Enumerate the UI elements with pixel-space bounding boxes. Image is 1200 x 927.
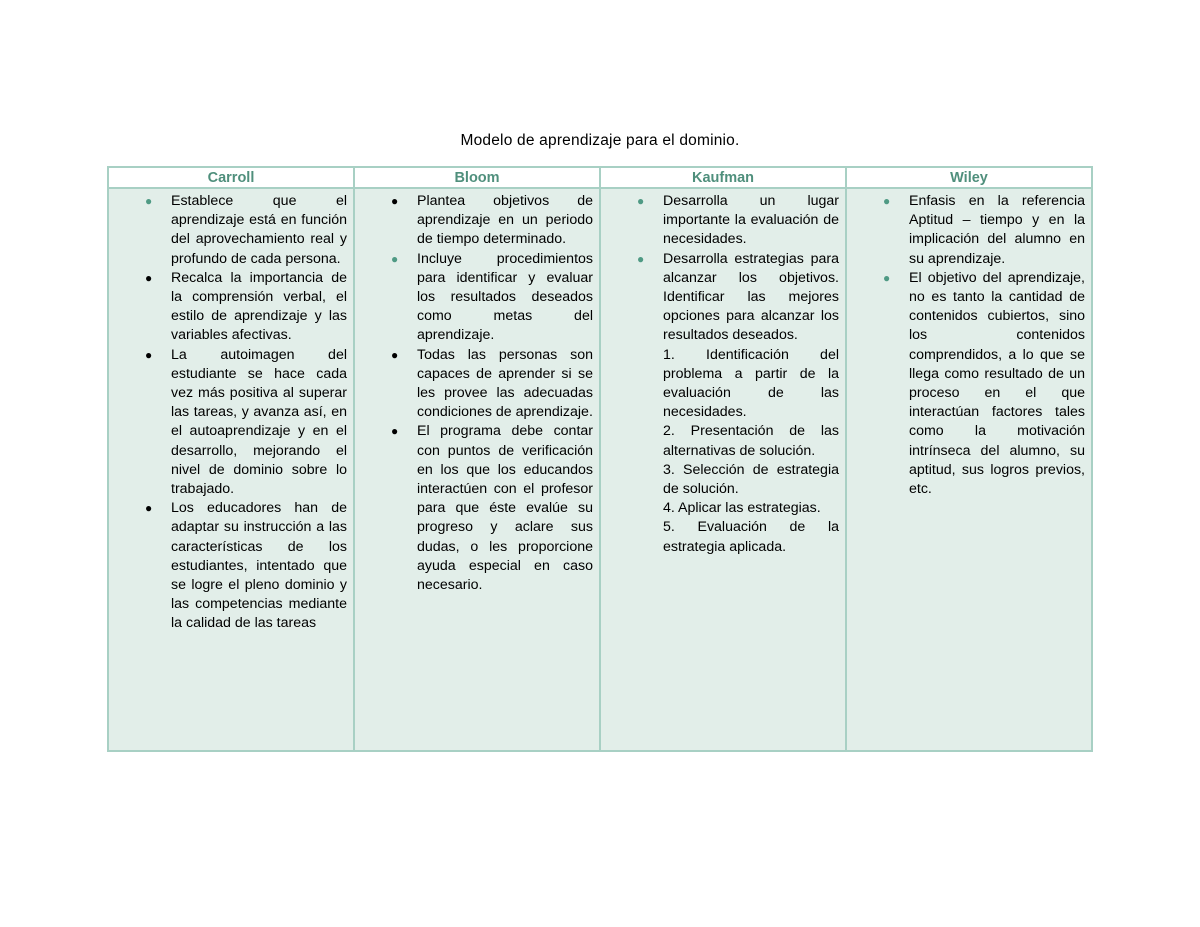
bullet-icon: ● xyxy=(883,270,891,285)
list-item: ● Todas las personas son capaces de aprender si se les provee las adecuadas condiciones de aprendizaje. xyxy=(391,346,593,421)
bullet-icon: ● xyxy=(391,347,399,362)
learning-models-table xyxy=(107,166,1093,752)
bloom-list xyxy=(355,189,599,595)
list-item: ● Plantea objetivos de aprendizaje en un periodo de tiempo determinado. xyxy=(391,193,593,248)
header-row xyxy=(108,167,1092,188)
list-item: ● El objetivo del aprendizaje, no es tanto la cantidad de contenidos cubiertos, sino los contenidos comprendidos, a lo que se llega como resultado de un proceso en el que interactúan factores tales como la motivación intrínseca del alumno, su aptitud, sus logros previos, etc. xyxy=(883,269,1085,498)
column-header-kaufman: Kaufman xyxy=(600,167,846,188)
bullet-icon: ● xyxy=(391,194,399,208)
document-title: Modelo de aprendizaje para el dominio. xyxy=(460,132,740,149)
cell-wiley xyxy=(846,188,1092,751)
kaufman-list xyxy=(601,189,845,557)
column-header-carroll: Carroll xyxy=(108,167,354,188)
list-item: ● Establece que el aprendizaje está en función del aprovechamiento real y profundo de cada persona. xyxy=(145,193,347,267)
step-3: 3. Selección de estrategia de solución. xyxy=(663,461,839,498)
step-1: 1. Identificación del problema a partir de la evaluación de las necesidades. xyxy=(663,346,839,421)
step-4: 4. Aplicar las estrategias. xyxy=(663,500,821,517)
wiley-list xyxy=(847,189,1091,499)
bullet-icon: ● xyxy=(883,194,891,208)
column-header-bloom: Bloom xyxy=(354,167,600,188)
list-item: ● Recalca la importancia de la comprensión verbal, el estilo de aprendizaje y las variables afectivas. xyxy=(145,269,347,344)
bullet-icon: ● xyxy=(391,251,399,266)
list-item: ● El programa debe contar con puntos de verificación en los que los educandos interactúen con el profesor para que éste evalúe su progreso y aclare sus dudas, o les proporcione ayuda especial en caso necesario. xyxy=(391,423,593,594)
column-header-wiley: Wiley xyxy=(846,167,1092,188)
list-item: ● Desarrolla estrategias para alcanzar los objetivos. Identificar las mejores opciones para alcanzar los resultados deseados. 1. Identificación del problema a partir de la evaluación de las necesidades. 2. Presentación de las alternativas de solución. 3. Selección de estrategia de solución. 4. Aplicar las estrategias. 5. Evaluación de la estrategia aplicada. xyxy=(601,250,845,557)
list-item: ● Incluye procedimientos para identificar y evaluar los resultados deseados como metas del aprendizaje. xyxy=(391,250,593,344)
bullet-icon: ● xyxy=(637,251,645,266)
list-item: ● Los educadores han de adaptar su instrucción a las características de los estudiantes, intentado que se logre el pleno dominio y las competencias mediante la calidad de las tareas xyxy=(145,500,347,632)
step-5: 5. Evaluación de la estrategia aplicada. xyxy=(663,519,839,555)
bullet-icon: ● xyxy=(391,424,399,439)
content-row xyxy=(108,188,1092,751)
bullet-icon: ● xyxy=(145,347,153,362)
cell-bloom xyxy=(354,188,600,751)
bullet-icon: ● xyxy=(145,194,153,208)
cell-carroll xyxy=(108,188,354,751)
bullet-icon: ● xyxy=(145,270,153,285)
bullet-icon: ● xyxy=(145,501,153,516)
bullet-icon: ● xyxy=(637,194,645,208)
step-2: 2. Presentación de las alternativas de solución. xyxy=(663,423,839,459)
cell-kaufman xyxy=(600,188,846,751)
carroll-list xyxy=(109,189,353,634)
list-item: ● Desarrolla un lugar importante la evaluación de necesidades. xyxy=(637,193,839,248)
list-item: ● Enfasis en la referencia Aptitud – tiempo y en la implicación del alumno en su aprendizaje. xyxy=(883,193,1085,267)
list-item: ● La autoimagen del estudiante se hace cada vez más positiva al superar las tareas, y avanza así, en el autoaprendizaje y en el desarrollo, mejorando el nivel de dominio sobre lo trabajado. xyxy=(145,346,347,498)
